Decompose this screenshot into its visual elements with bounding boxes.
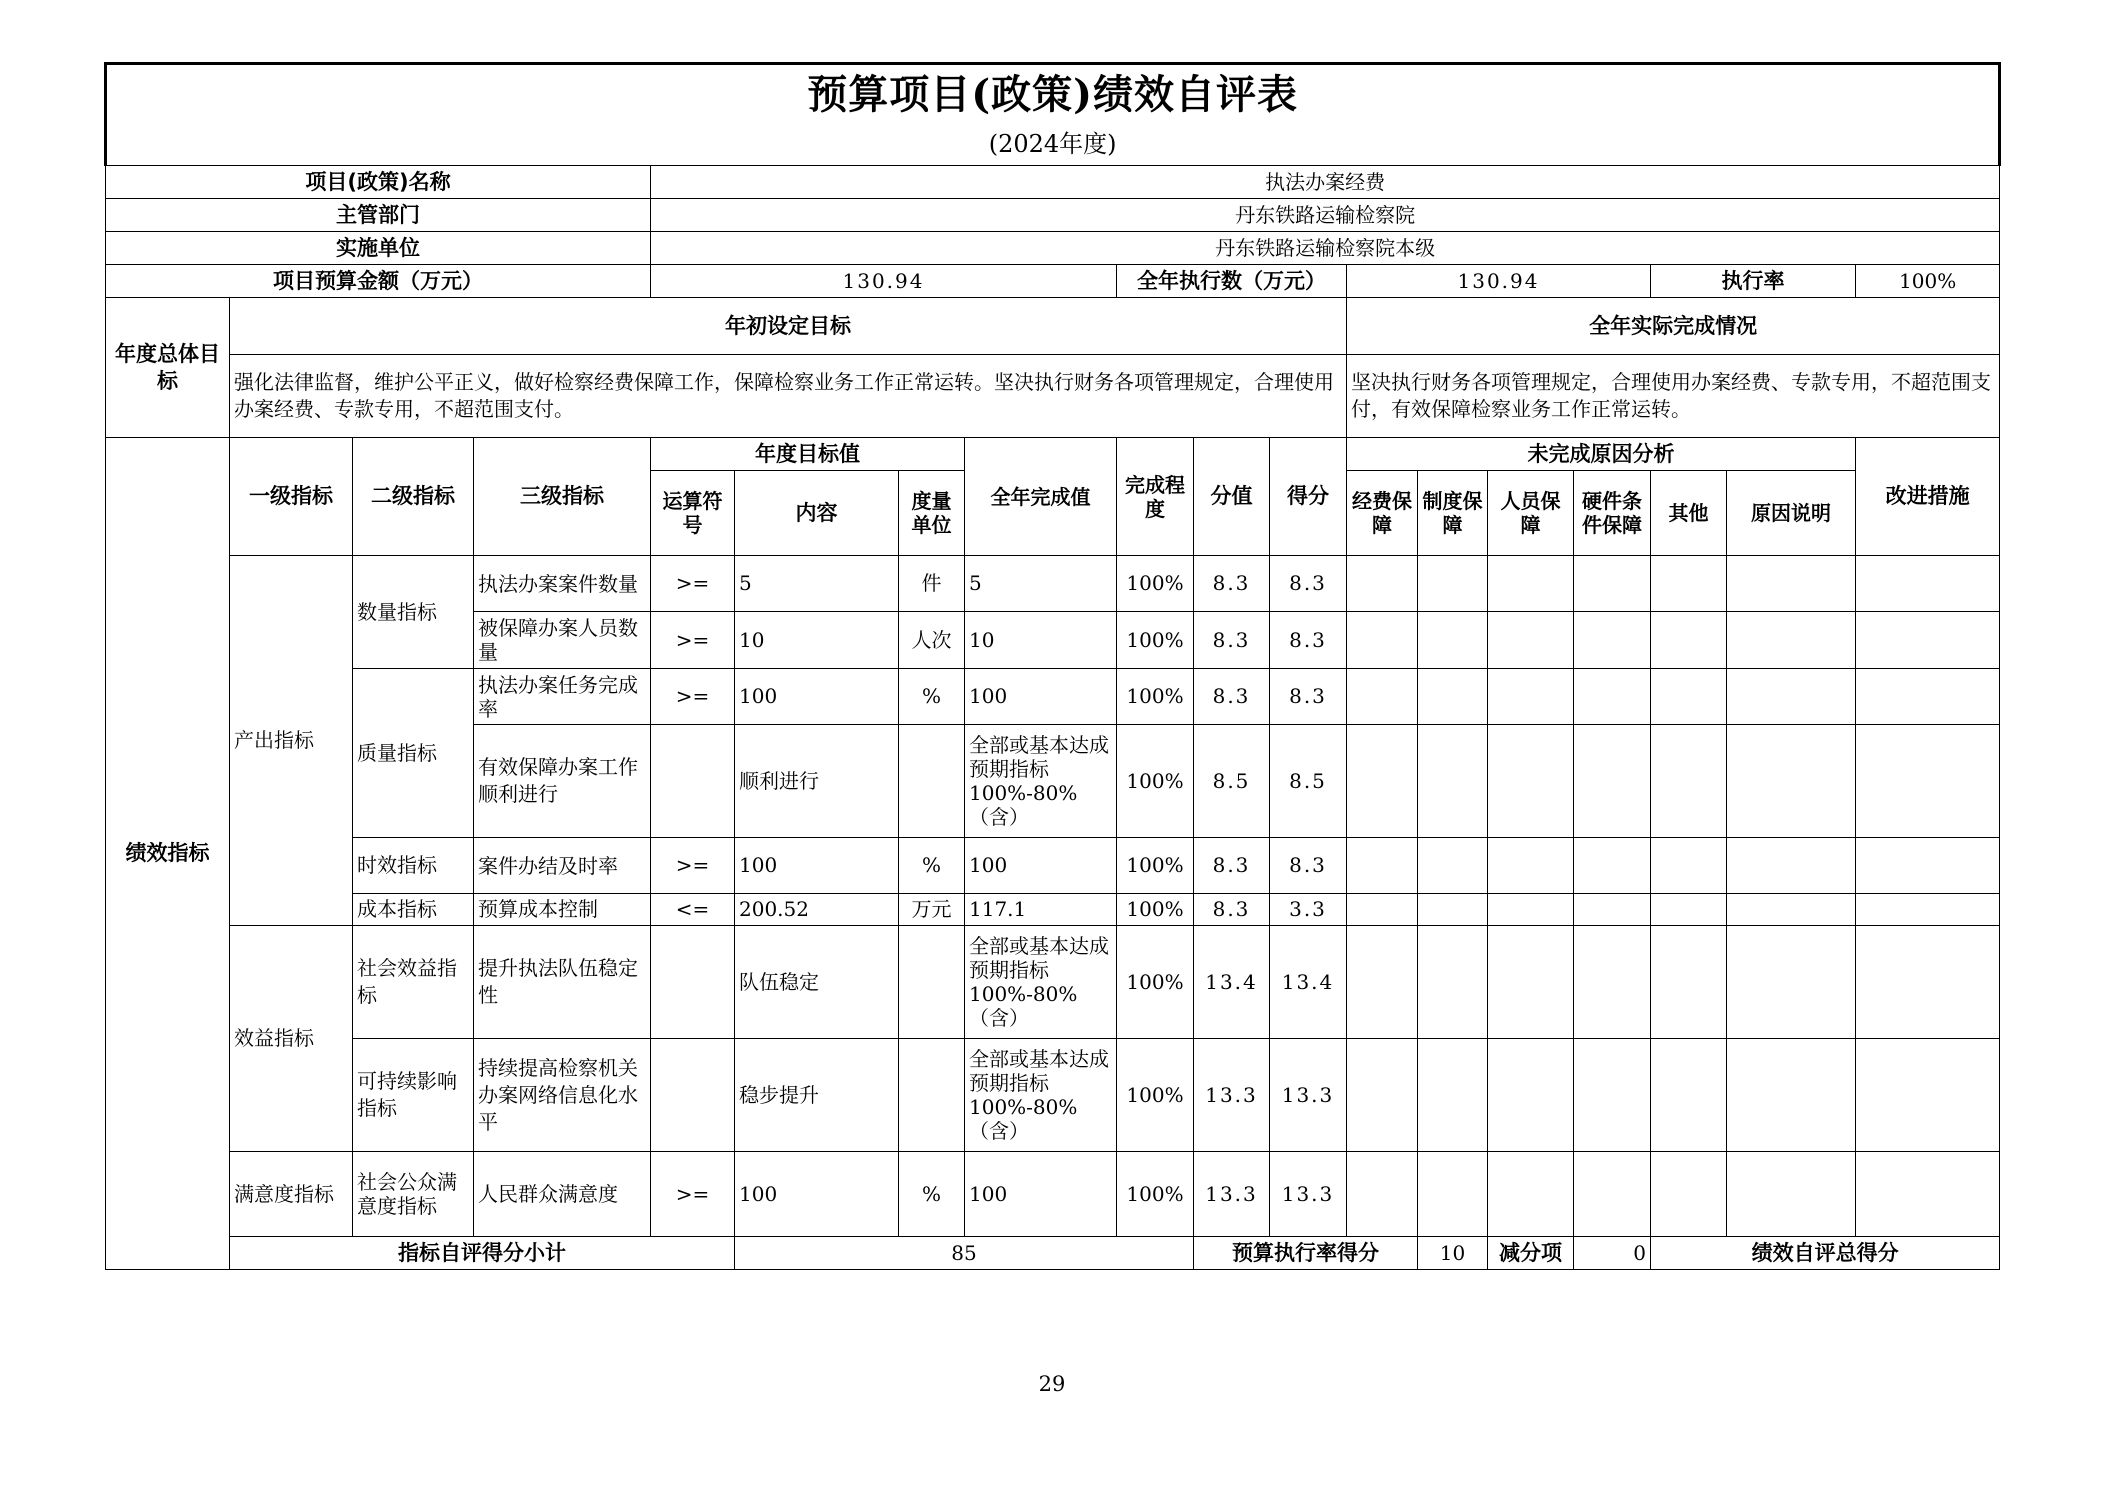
score-val-cell: 8.3 <box>1194 612 1270 669</box>
perf-label: 绩效指标 <box>106 438 230 1270</box>
score-val-cell: 13.3 <box>1194 1039 1270 1152</box>
unit-cell <box>899 1039 965 1152</box>
actual-cell: 5 <box>965 556 1117 612</box>
goal-done-text: 坚决执行财务各项管理规定，合理使用办案经费、专款专用，不超范围支付，有效保障检察业务工作正常运转。 <box>1347 355 2000 438</box>
header-lv3: 三级指标 <box>474 438 651 556</box>
header-reason-funding: 经费保障 <box>1347 471 1418 556</box>
header-target: 年度目标值 <box>651 438 965 471</box>
table-row <box>106 556 2000 612</box>
actual-cell: 100 <box>965 1152 1117 1237</box>
actual-cell: 100 <box>965 669 1117 725</box>
op-cell: >= <box>651 669 735 725</box>
degree-cell: 100% <box>1117 1039 1194 1152</box>
table-row <box>106 926 2000 1039</box>
content-cell: 队伍稳定 <box>735 926 899 1039</box>
score-cell: 8.3 <box>1270 612 1347 669</box>
deduct-label: 减分项 <box>1488 1237 1574 1270</box>
rate-value: 100% <box>1856 265 2000 298</box>
header-reason: 未完成原因分析 <box>1347 438 1856 471</box>
rate-label: 执行率 <box>1651 265 1856 298</box>
unit-cell: 人次 <box>899 612 965 669</box>
content-cell: 稳步提升 <box>735 1039 899 1152</box>
total-label: 绩效自评总得分 <box>1651 1237 2000 1270</box>
lv2-quality: 质量指标 <box>353 669 474 838</box>
content-cell: 100 <box>735 669 899 725</box>
lv1-benefit: 效益指标 <box>230 926 353 1152</box>
score-cell: 8.5 <box>1270 725 1347 838</box>
header-actual: 全年完成值 <box>965 438 1117 556</box>
lv2-cost: 成本指标 <box>353 894 474 926</box>
lv2-quantity: 数量指标 <box>353 556 474 669</box>
dept-label: 主管部门 <box>106 199 651 232</box>
subtotal-value: 85 <box>735 1237 1194 1270</box>
unit-label: 实施单位 <box>106 232 651 265</box>
actual-cell: 117.1 <box>965 894 1117 926</box>
actual-cell: 全部或基本达成预期指标100%-80%（含） <box>965 926 1117 1039</box>
score-val-cell: 8.3 <box>1194 838 1270 894</box>
header-reason-system: 制度保障 <box>1418 471 1488 556</box>
table-row <box>106 1152 2000 1237</box>
op-cell: >= <box>651 838 735 894</box>
lv3-cell: 持续提高检察机关办案网络信息化水平 <box>474 1039 651 1152</box>
header-unit: 度量单位 <box>899 471 965 556</box>
goal-set-label: 年初设定目标 <box>230 298 1347 355</box>
actual-cell: 10 <box>965 612 1117 669</box>
evaluation-sheet <box>104 62 1998 1270</box>
lv3-cell: 被保障办案人员数量 <box>474 612 651 669</box>
op-cell: >= <box>651 612 735 669</box>
exec-label: 全年执行数（万元） <box>1117 265 1347 298</box>
header-reason-staff: 人员保障 <box>1488 471 1574 556</box>
op-cell <box>651 1039 735 1152</box>
degree-cell: 100% <box>1117 556 1194 612</box>
deduct-value: 0 <box>1574 1237 1651 1270</box>
content-cell: 10 <box>735 612 899 669</box>
degree-cell: 100% <box>1117 838 1194 894</box>
header-lv2: 二级指标 <box>353 438 474 556</box>
actual-cell: 全部或基本达成预期指标100%-80%（含） <box>965 1039 1117 1152</box>
subtotal-label: 指标自评得分小计 <box>230 1237 735 1270</box>
header-reason-hardware: 硬件条件保障 <box>1574 471 1651 556</box>
lv2-sustain: 可持续影响指标 <box>353 1039 474 1152</box>
degree-cell: 100% <box>1117 725 1194 838</box>
content-cell: 200.52 <box>735 894 899 926</box>
header-score: 得分 <box>1270 438 1347 556</box>
table-row <box>106 894 2000 926</box>
score-val-cell: 13.3 <box>1194 1152 1270 1237</box>
header-reason-other: 其他 <box>1651 471 1727 556</box>
project-name-label: 项目(政策)名称 <box>106 166 651 199</box>
exec-score-label: 预算执行率得分 <box>1194 1237 1418 1270</box>
score-val-cell: 8.3 <box>1194 894 1270 926</box>
op-cell: <= <box>651 894 735 926</box>
goal-done-label: 全年实际完成情况 <box>1347 298 2000 355</box>
report-year: (2024年度) <box>988 130 1117 158</box>
budget-label: 项目预算金额（万元） <box>106 265 651 298</box>
header-reason-note: 原因说明 <box>1727 471 1856 556</box>
actual-cell: 全部或基本达成预期指标100%-80%（含） <box>965 725 1117 838</box>
degree-cell: 100% <box>1117 612 1194 669</box>
degree-cell: 100% <box>1117 894 1194 926</box>
exec-value: 130.94 <box>1347 265 1651 298</box>
score-val-cell: 8.3 <box>1194 556 1270 612</box>
score-cell: 8.3 <box>1270 556 1347 612</box>
content-cell: 100 <box>735 1152 899 1237</box>
unit-cell: % <box>899 1152 965 1237</box>
header-improve: 改进措施 <box>1856 438 2000 556</box>
project-name: 执法办案经费 <box>651 166 2000 199</box>
lv2-time: 时效指标 <box>353 838 474 894</box>
table-row <box>106 838 2000 894</box>
lv3-cell: 案件办结及时率 <box>474 838 651 894</box>
lv1-output: 产出指标 <box>230 556 353 926</box>
score-val-cell: 13.4 <box>1194 926 1270 1039</box>
header-lv1: 一级指标 <box>230 438 353 556</box>
title-block <box>106 64 2000 166</box>
dept-value: 丹东铁路运输检察院 <box>651 199 2000 232</box>
table-row <box>106 1039 2000 1152</box>
lv3-cell: 预算成本控制 <box>474 894 651 926</box>
score-cell: 8.3 <box>1270 838 1347 894</box>
lv3-cell: 执法办案任务完成率 <box>474 669 651 725</box>
score-cell: 13.3 <box>1270 1152 1347 1237</box>
unit-cell: % <box>899 838 965 894</box>
header-op: 运算符号 <box>651 471 735 556</box>
score-val-cell: 8.5 <box>1194 725 1270 838</box>
lv2-social: 社会效益指标 <box>353 926 474 1039</box>
budget-value: 130.94 <box>651 265 1117 298</box>
header-degree: 完成程度 <box>1117 438 1194 556</box>
unit-cell <box>899 725 965 838</box>
score-cell: 13.4 <box>1270 926 1347 1039</box>
lv3-cell: 提升执法队伍稳定性 <box>474 926 651 1039</box>
score-val-cell: 8.3 <box>1194 669 1270 725</box>
page-number: 29 <box>1038 1372 1066 1396</box>
lv3-cell: 人民群众满意度 <box>474 1152 651 1237</box>
goal-set-text: 强化法律监督，维护公平正义，做好检察经费保障工作，保障检察业务工作正常运转。坚决执行财务各项管理规定，合理使用办案经费、专款专用，不超范围支付。 <box>230 355 1347 438</box>
content-cell: 100 <box>735 838 899 894</box>
unit-cell: 件 <box>899 556 965 612</box>
degree-cell: 100% <box>1117 1152 1194 1237</box>
score-cell: 13.3 <box>1270 1039 1347 1152</box>
unit-cell: % <box>899 669 965 725</box>
content-cell: 5 <box>735 556 899 612</box>
page-title: 预算项目(政策)绩效自评表 <box>807 71 1299 118</box>
score-cell: 8.3 <box>1270 669 1347 725</box>
op-cell: >= <box>651 556 735 612</box>
op-cell: >= <box>651 1152 735 1237</box>
lv3-cell: 有效保障办案工作顺利进行 <box>474 725 651 838</box>
goal-label: 年度总体目标 <box>106 298 230 438</box>
header-content: 内容 <box>735 471 899 556</box>
evaluation-table <box>104 62 2000 1270</box>
score-cell: 3.3 <box>1270 894 1347 926</box>
table-row <box>106 669 2000 725</box>
unit-cell: 万元 <box>899 894 965 926</box>
header-score-val: 分值 <box>1194 438 1270 556</box>
lv1-satisfaction: 满意度指标 <box>230 1152 353 1237</box>
content-cell: 顺利进行 <box>735 725 899 838</box>
op-cell <box>651 926 735 1039</box>
exec-score-value: 10 <box>1418 1237 1488 1270</box>
degree-cell: 100% <box>1117 669 1194 725</box>
lv3-cell: 执法办案案件数量 <box>474 556 651 612</box>
lv2-public: 社会公众满意度指标 <box>353 1152 474 1237</box>
unit-cell <box>899 926 965 1039</box>
degree-cell: 100% <box>1117 926 1194 1039</box>
unit-value: 丹东铁路运输检察院本级 <box>651 232 2000 265</box>
op-cell <box>651 725 735 838</box>
actual-cell: 100 <box>965 838 1117 894</box>
